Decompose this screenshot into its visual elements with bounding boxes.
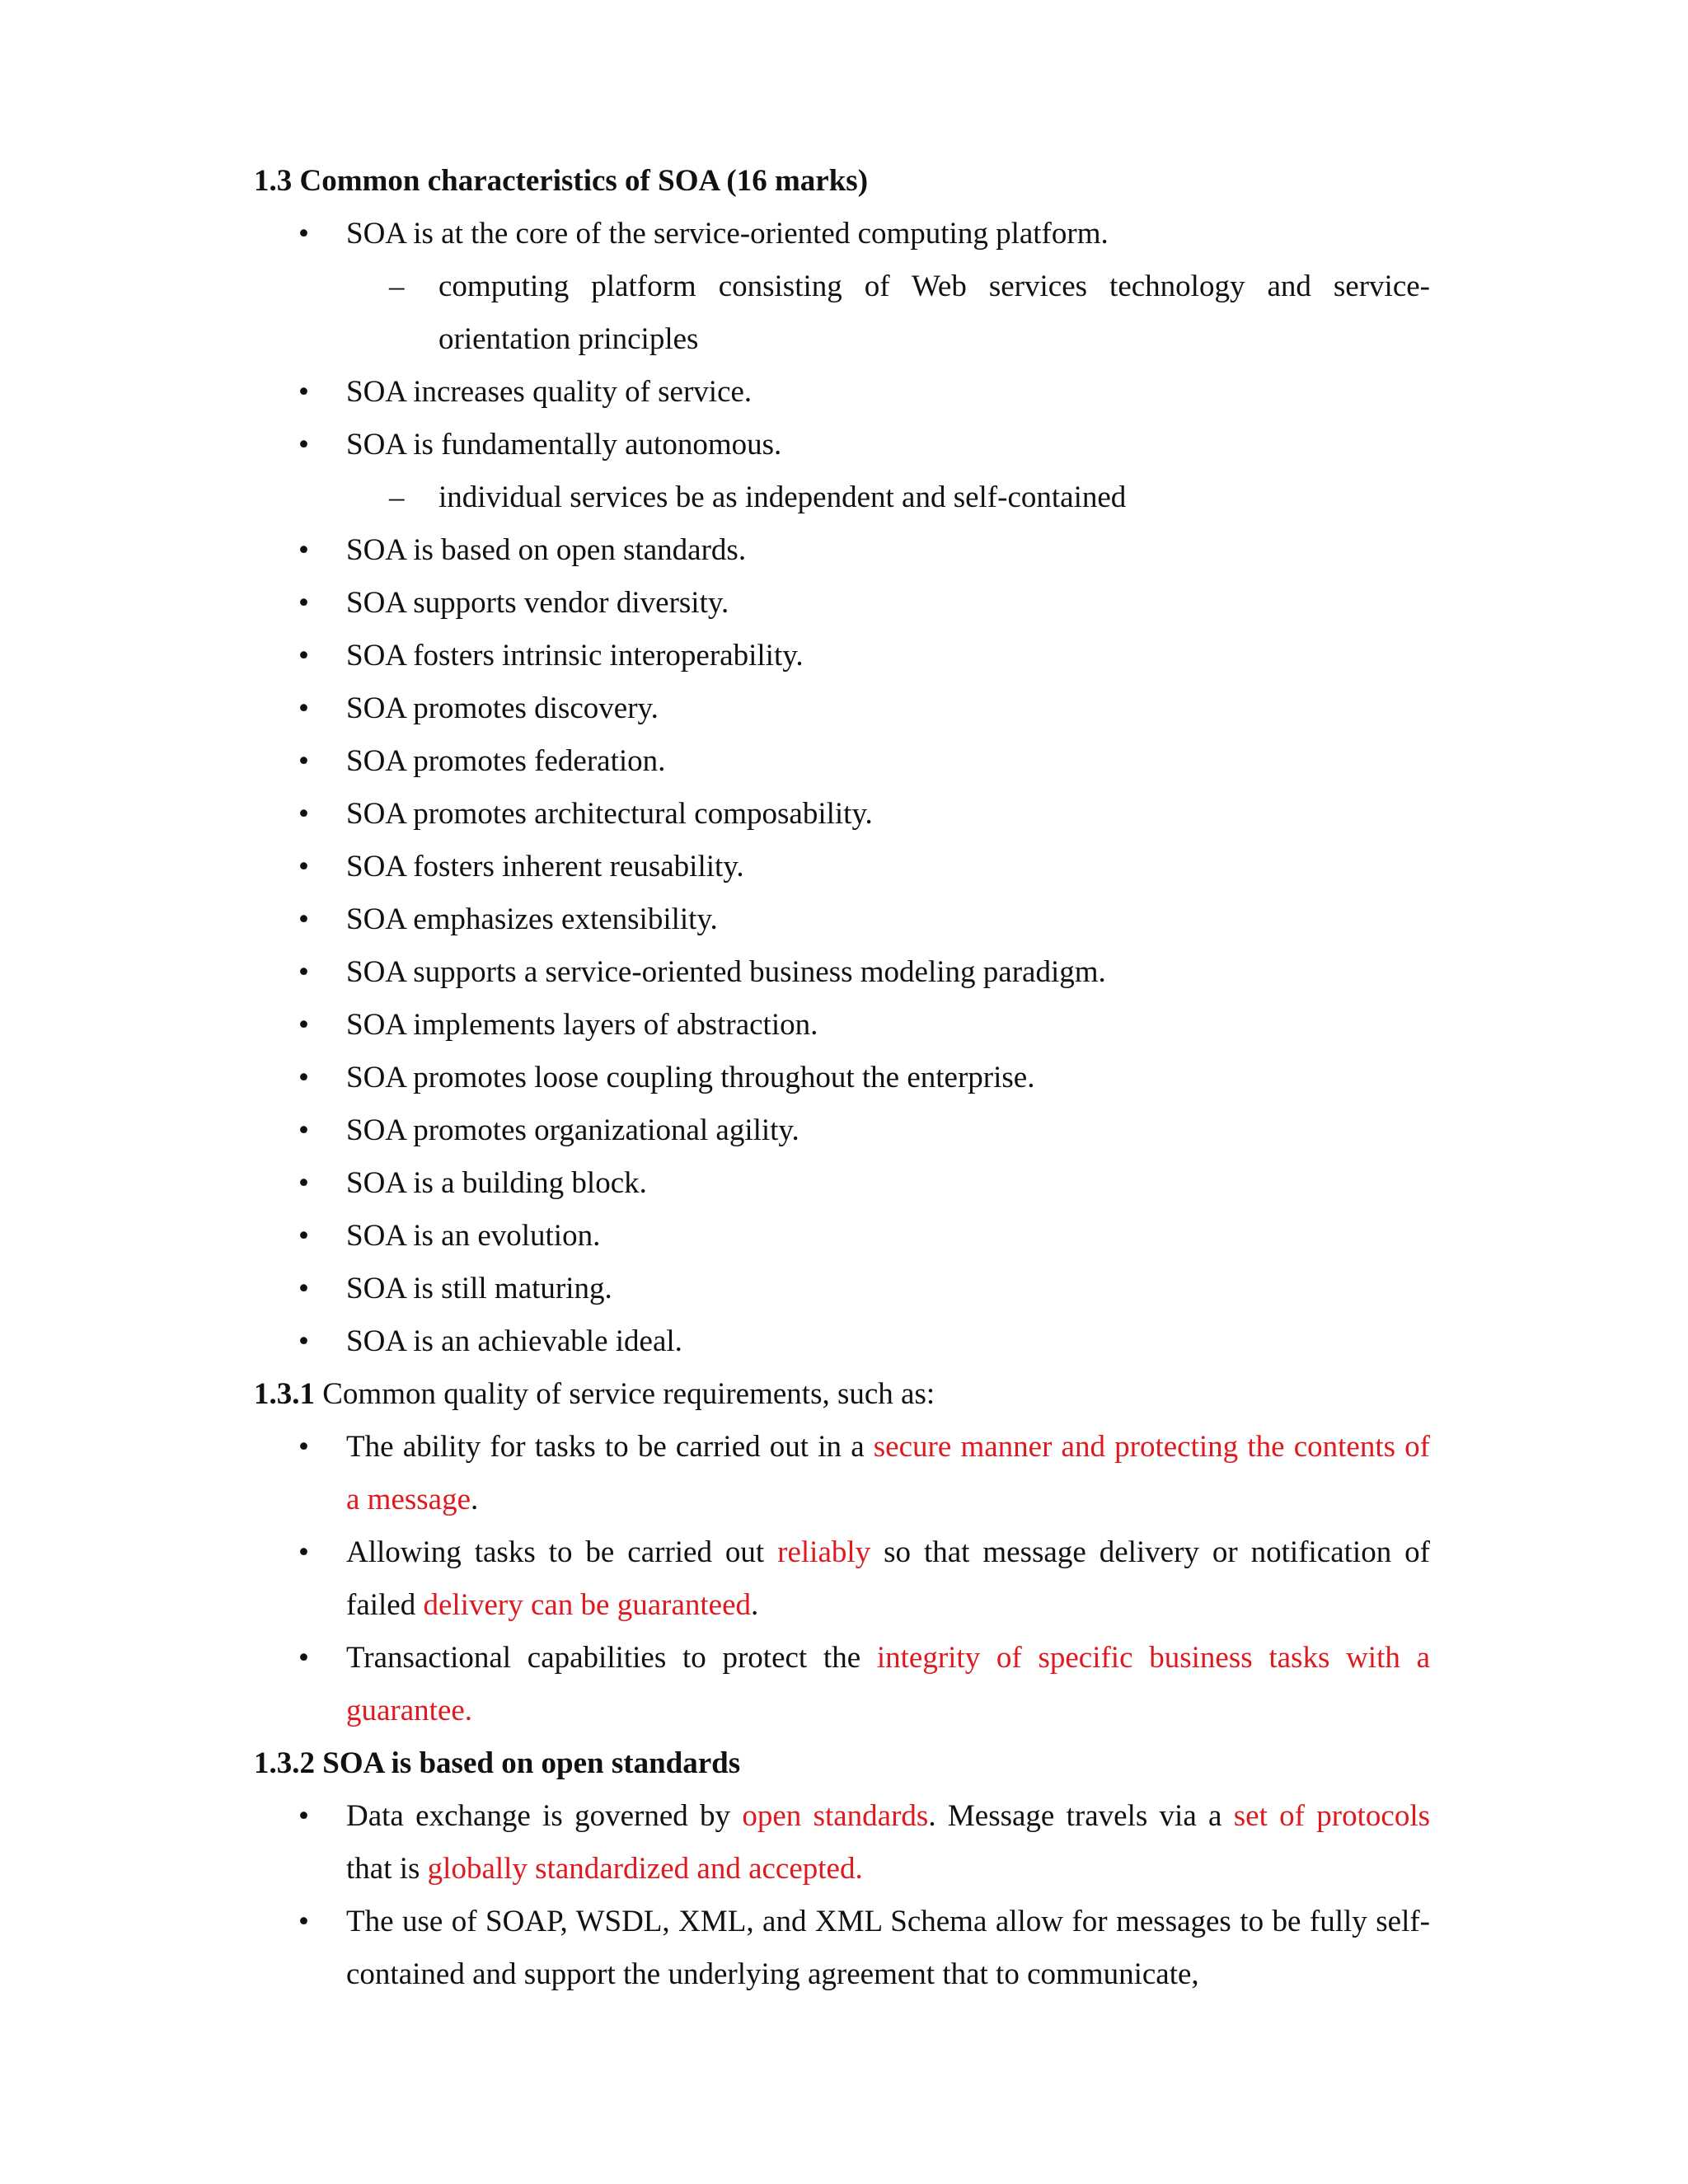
- plain-text: .: [751, 1588, 759, 1622]
- sub-list-item-continued: orientation principles: [438, 322, 699, 356]
- list-item: SOA promotes organizational agility.: [346, 1113, 799, 1147]
- bullet-marker: •: [298, 1641, 309, 1675]
- highlighted-text: reliably: [777, 1535, 871, 1569]
- bullet-marker: •: [298, 1061, 309, 1094]
- list-item: The use of SOAP, WSDL, XML, and XML Schema allow for messages to be fully self-: [346, 1905, 1430, 1938]
- list-item: SOA promotes architectural composability.: [346, 797, 873, 831]
- bullet-marker: •: [298, 1272, 309, 1305]
- highlighted-text: globally standardized and accepted.: [427, 1852, 863, 1886]
- bullet-marker: •: [298, 639, 309, 673]
- list-item-continued: [346, 1585, 1430, 1626]
- list-item-continued: [346, 1690, 1430, 1732]
- bullet-marker: •: [298, 691, 309, 725]
- list-item: [346, 1638, 1430, 1679]
- sub-list-item: individual services be as independent and self-contained: [438, 480, 1127, 514]
- bullet-marker: •: [298, 744, 309, 778]
- list-item: SOA is fundamentally autonomous.: [346, 428, 782, 462]
- section-title: Common quality of service requirements, such as:: [315, 1377, 935, 1411]
- bullet-marker: •: [298, 586, 309, 620]
- plain-text: .: [471, 1483, 479, 1516]
- list-item: SOA is an achievable ideal.: [346, 1324, 682, 1358]
- highlighted-text: integrity of specific business tasks with a: [876, 1641, 1430, 1675]
- list-item: SOA is at the core of the service-oriented computing platform.: [346, 217, 1109, 251]
- bullet-marker: •: [298, 428, 309, 462]
- plain-text: so that message delivery or notification of: [870, 1535, 1430, 1569]
- section-number: 1.3.1: [254, 1377, 315, 1411]
- bullet-marker: •: [298, 1113, 309, 1147]
- list-item: SOA implements layers of abstraction.: [346, 1008, 818, 1042]
- list-item: SOA is still maturing.: [346, 1272, 612, 1305]
- section-1-3-heading: 1.3 Common characteristics of SOA (16 marks): [254, 164, 869, 198]
- list-item: SOA promotes federation.: [346, 744, 666, 778]
- list-item: SOA promotes loose coupling throughout the enterprise.: [346, 1061, 1035, 1094]
- list-item: SOA is a building block.: [346, 1166, 647, 1200]
- plain-text: . Message travels via a: [928, 1799, 1234, 1833]
- bullet-marker: •: [298, 955, 309, 989]
- list-item: [346, 1532, 1430, 1573]
- bullet-marker: •: [298, 533, 309, 567]
- highlighted-text: guarantee.: [346, 1694, 473, 1727]
- highlighted-text: delivery can be guaranteed: [423, 1588, 752, 1622]
- section-1-3-2-heading: 1.3.2 SOA is based on open standards: [254, 1746, 741, 1780]
- plain-text: failed: [346, 1588, 424, 1622]
- bullet-marker: •: [298, 1905, 309, 1938]
- sub-list-item: computing platform consisting of Web services technology and service-: [438, 269, 1430, 303]
- highlighted-text: a message: [346, 1483, 471, 1516]
- list-item: [346, 1796, 1430, 1837]
- section-1-3-1-heading: [254, 1374, 935, 1415]
- list-item: SOA increases quality of service.: [346, 375, 753, 409]
- list-item-continued: contained and support the underlying agreement that to communicate,: [346, 1957, 1199, 1991]
- bullet-marker: •: [298, 1324, 309, 1358]
- plain-text: Transactional capabilities to protect the: [346, 1641, 877, 1675]
- list-item: SOA fosters inherent reusability.: [346, 850, 744, 883]
- bullet-marker: •: [298, 797, 309, 831]
- list-item: SOA fosters intrinsic interoperability.: [346, 639, 804, 673]
- bullet-marker: •: [298, 375, 309, 409]
- highlighted-text: set of protocols: [1233, 1799, 1430, 1833]
- list-item: [346, 1427, 1430, 1468]
- bullet-marker: •: [298, 850, 309, 883]
- bullet-marker: •: [298, 1008, 309, 1042]
- list-item: SOA supports a service-oriented business modeling paradigm.: [346, 955, 1106, 989]
- list-item-continued: [346, 1849, 1430, 1890]
- list-item: SOA is based on open standards.: [346, 533, 747, 567]
- highlighted-text: secure manner and protecting the contents of: [873, 1430, 1430, 1464]
- list-item: SOA is an evolution.: [346, 1219, 601, 1253]
- list-item: SOA emphasizes extensibility.: [346, 902, 718, 936]
- dash-marker: –: [389, 480, 405, 514]
- highlighted-text: open standards: [742, 1799, 929, 1833]
- bullet-marker: •: [298, 902, 309, 936]
- list-item: SOA supports vendor diversity.: [346, 586, 729, 620]
- bullet-marker: •: [298, 1166, 309, 1200]
- plain-text: that is: [346, 1852, 428, 1886]
- plain-text: The ability for tasks to be carried out in a: [346, 1430, 874, 1464]
- bullet-marker: •: [298, 217, 309, 251]
- bullet-marker: •: [298, 1535, 309, 1569]
- list-item-continued: [346, 1479, 1430, 1521]
- dash-marker: –: [389, 269, 405, 303]
- bullet-marker: •: [298, 1430, 309, 1464]
- plain-text: Data exchange is governed by: [346, 1799, 743, 1833]
- plain-text: Allowing tasks to be carried out: [346, 1535, 778, 1569]
- list-item: SOA promotes discovery.: [346, 691, 659, 725]
- bullet-marker: •: [298, 1219, 309, 1253]
- bullet-marker: •: [298, 1799, 309, 1833]
